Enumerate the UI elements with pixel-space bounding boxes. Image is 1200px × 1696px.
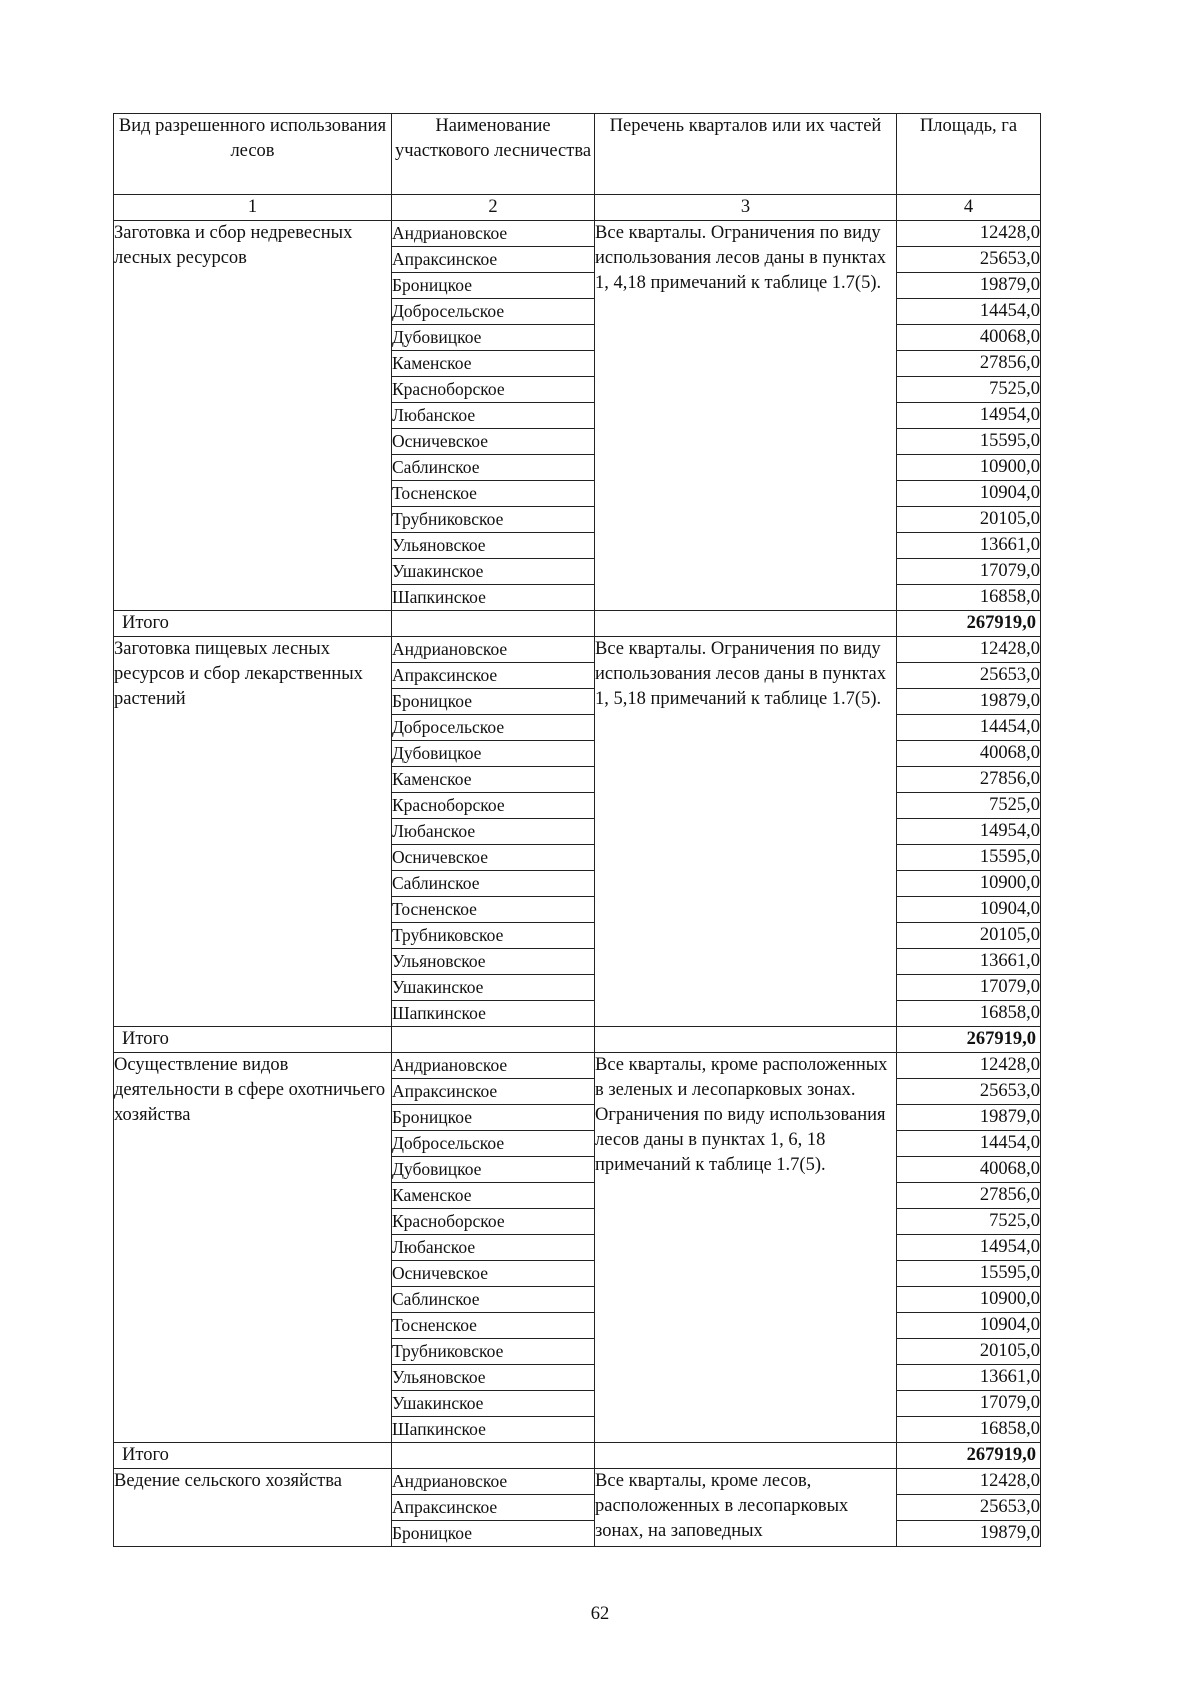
forestry-name-cell: Броницкое [392,273,595,299]
forestry-name-cell: Андриановское [392,637,595,663]
forest-use-table [113,113,1041,1547]
area-value-cell: 40068,0 [897,1157,1041,1183]
forestry-name-cell: Броницкое [392,1521,595,1547]
forestry-name-cell: Тосненское [392,1313,595,1339]
forestry-name-cell: Добросельское [392,299,595,325]
table-row [114,1469,1041,1495]
empty-cell [392,1027,595,1053]
forestry-name-cell: Ульяновское [392,949,595,975]
forestry-name-cell: Тосненское [392,897,595,923]
area-value-cell: 12428,0 [897,637,1041,663]
forestry-name-cell: Ульяновское [392,1365,595,1391]
area-value-cell: 25653,0 [897,663,1041,689]
area-value-cell: 10904,0 [897,481,1041,507]
table-row [114,1053,1041,1079]
area-value-cell: 14454,0 [897,299,1041,325]
forestry-name-cell: Красноборское [392,377,595,403]
area-value-cell: 13661,0 [897,949,1041,975]
table-header-row [114,114,1041,195]
area-value-cell: 27856,0 [897,351,1041,377]
total-value: 267919,0 [897,611,1041,637]
area-value-cell: 17079,0 [897,559,1041,585]
forestry-name-cell: Осничевское [392,1261,595,1287]
area-value-cell: 10904,0 [897,1313,1041,1339]
forestry-name-cell: Андриановское [392,1469,595,1495]
area-value-cell: 20105,0 [897,923,1041,949]
forestry-name-cell: Добросельское [392,1131,595,1157]
forestry-name-cell: Добросельское [392,715,595,741]
area-value-cell: 12428,0 [897,1469,1041,1495]
table-row [114,221,1041,247]
forestry-name-cell: Каменское [392,767,595,793]
empty-cell [392,1443,595,1469]
area-value-cell: 14454,0 [897,715,1041,741]
header-kind: Вид разрешенного использования лесов [114,114,392,195]
area-value-cell: 12428,0 [897,1053,1041,1079]
forestry-name-cell: Трубниковское [392,507,595,533]
use-kind-cell: Осуществление видов деятельности в сфере охотничьего хозяйства [114,1053,392,1443]
area-value-cell: 16858,0 [897,585,1041,611]
area-value-cell: 14954,0 [897,403,1041,429]
forestry-name-cell: Броницкое [392,689,595,715]
area-value-cell: 25653,0 [897,247,1041,273]
header-area: Площадь, га [897,114,1041,195]
empty-cell [595,611,897,637]
forestry-name-cell: Красноборское [392,1209,595,1235]
total-row [114,611,1041,637]
area-value-cell: 27856,0 [897,1183,1041,1209]
area-value-cell: 14954,0 [897,1235,1041,1261]
area-value-cell: 16858,0 [897,1417,1041,1443]
area-value-cell: 10904,0 [897,897,1041,923]
use-kind-cell: Заготовка пищевых лесных ресурсов и сбор лекарственных растений [114,637,392,1027]
total-label: Итого [114,1443,392,1469]
area-value-cell: 25653,0 [897,1495,1041,1521]
quarters-list-cell: Все кварталы, кроме лесов, расположенных в лесопарковых зонах, на заповедных [595,1469,897,1547]
area-value-cell: 16858,0 [897,1001,1041,1027]
area-value-cell: 40068,0 [897,325,1041,351]
forestry-name-cell: Красноборское [392,793,595,819]
area-value-cell: 17079,0 [897,1391,1041,1417]
area-value-cell: 13661,0 [897,533,1041,559]
quarters-list-cell: Все кварталы. Ограничения по виду использования лесов даны в пунктах 1, 4,18 примечаний к таблице 1.7(5). [595,221,897,611]
area-value-cell: 40068,0 [897,741,1041,767]
forestry-name-cell: Ушакинское [392,975,595,1001]
column-number: 1 [114,195,392,221]
area-value-cell: 14954,0 [897,819,1041,845]
area-value-cell: 20105,0 [897,507,1041,533]
forestry-name-cell: Осничевское [392,429,595,455]
area-value-cell: 19879,0 [897,689,1041,715]
area-value-cell: 15595,0 [897,845,1041,871]
forestry-name-cell: Ушакинское [392,559,595,585]
area-value-cell: 15595,0 [897,1261,1041,1287]
forestry-name-cell: Осничевское [392,845,595,871]
total-row [114,1443,1041,1469]
forestry-name-cell: Саблинское [392,1287,595,1313]
forestry-name-cell: Дубовицкое [392,325,595,351]
forestry-name-cell: Броницкое [392,1105,595,1131]
forestry-name-cell: Трубниковское [392,1339,595,1365]
area-value-cell: 17079,0 [897,975,1041,1001]
forestry-name-cell: Апраксинское [392,247,595,273]
column-number: 2 [392,195,595,221]
area-value-cell: 7525,0 [897,1209,1041,1235]
area-value-cell: 10900,0 [897,871,1041,897]
forestry-name-cell: Саблинское [392,455,595,481]
area-value-cell: 7525,0 [897,377,1041,403]
forestry-name-cell: Дубовицкое [392,1157,595,1183]
total-label: Итого [114,611,392,637]
forestry-name-cell: Дубовицкое [392,741,595,767]
page-number: 62 [590,1604,610,1624]
forestry-name-cell: Любанское [392,819,595,845]
area-value-cell: 25653,0 [897,1079,1041,1105]
empty-cell [392,611,595,637]
area-value-cell: 10900,0 [897,1287,1041,1313]
area-value-cell: 19879,0 [897,1105,1041,1131]
column-number-row [114,195,1041,221]
forestry-name-cell: Каменское [392,351,595,377]
forestry-name-cell: Саблинское [392,871,595,897]
forestry-name-cell: Шапкинское [392,585,595,611]
forestry-name-cell: Трубниковское [392,923,595,949]
total-value: 267919,0 [897,1443,1041,1469]
area-value-cell: 7525,0 [897,793,1041,819]
forestry-name-cell: Любанское [392,1235,595,1261]
table-row [114,637,1041,663]
forestry-name-cell: Каменское [392,1183,595,1209]
area-value-cell: 20105,0 [897,1339,1041,1365]
forestry-name-cell: Шапкинское [392,1417,595,1443]
area-value-cell: 27856,0 [897,767,1041,793]
forestry-name-cell: Апраксинское [392,663,595,689]
forestry-name-cell: Андриановское [392,1053,595,1079]
area-value-cell: 12428,0 [897,221,1041,247]
forestry-name-cell: Андриановское [392,221,595,247]
column-number: 4 [897,195,1041,221]
area-value-cell: 14454,0 [897,1131,1041,1157]
column-number: 3 [595,195,897,221]
quarters-list-cell: Все кварталы. Ограничения по виду использования лесов даны в пунктах 1, 5,18 примечаний к таблице 1.7(5). [595,637,897,1027]
area-value-cell: 19879,0 [897,1521,1041,1547]
use-kind-cell: Заготовка и сбор недревесных лесных ресурсов [114,221,392,611]
forestry-name-cell: Ульяновское [392,533,595,559]
empty-cell [595,1027,897,1053]
forestry-name-cell: Апраксинское [392,1495,595,1521]
header-forestry: Наименование участкового лесничества [392,114,595,195]
total-row [114,1027,1041,1053]
forestry-name-cell: Шапкинское [392,1001,595,1027]
forestry-name-cell: Апраксинское [392,1079,595,1105]
forestry-name-cell: Ушакинское [392,1391,595,1417]
area-value-cell: 19879,0 [897,273,1041,299]
area-value-cell: 10900,0 [897,455,1041,481]
quarters-list-cell: Все кварталы, кроме расположенных в зеленых и лесопарковых зонах. Ограничения по виду использования лесов даны в пунктах 1, 6, 18 примечаний к таблице 1.7(5). [595,1053,897,1443]
forestry-name-cell: Тосненское [392,481,595,507]
total-value: 267919,0 [897,1027,1041,1053]
area-value-cell: 13661,0 [897,1365,1041,1391]
empty-cell [595,1443,897,1469]
forestry-name-cell: Любанское [392,403,595,429]
total-label: Итого [114,1027,392,1053]
use-kind-cell: Ведение сельского хозяйства [114,1469,392,1547]
header-quarters: Перечень кварталов или их частей [595,114,897,195]
area-value-cell: 15595,0 [897,429,1041,455]
